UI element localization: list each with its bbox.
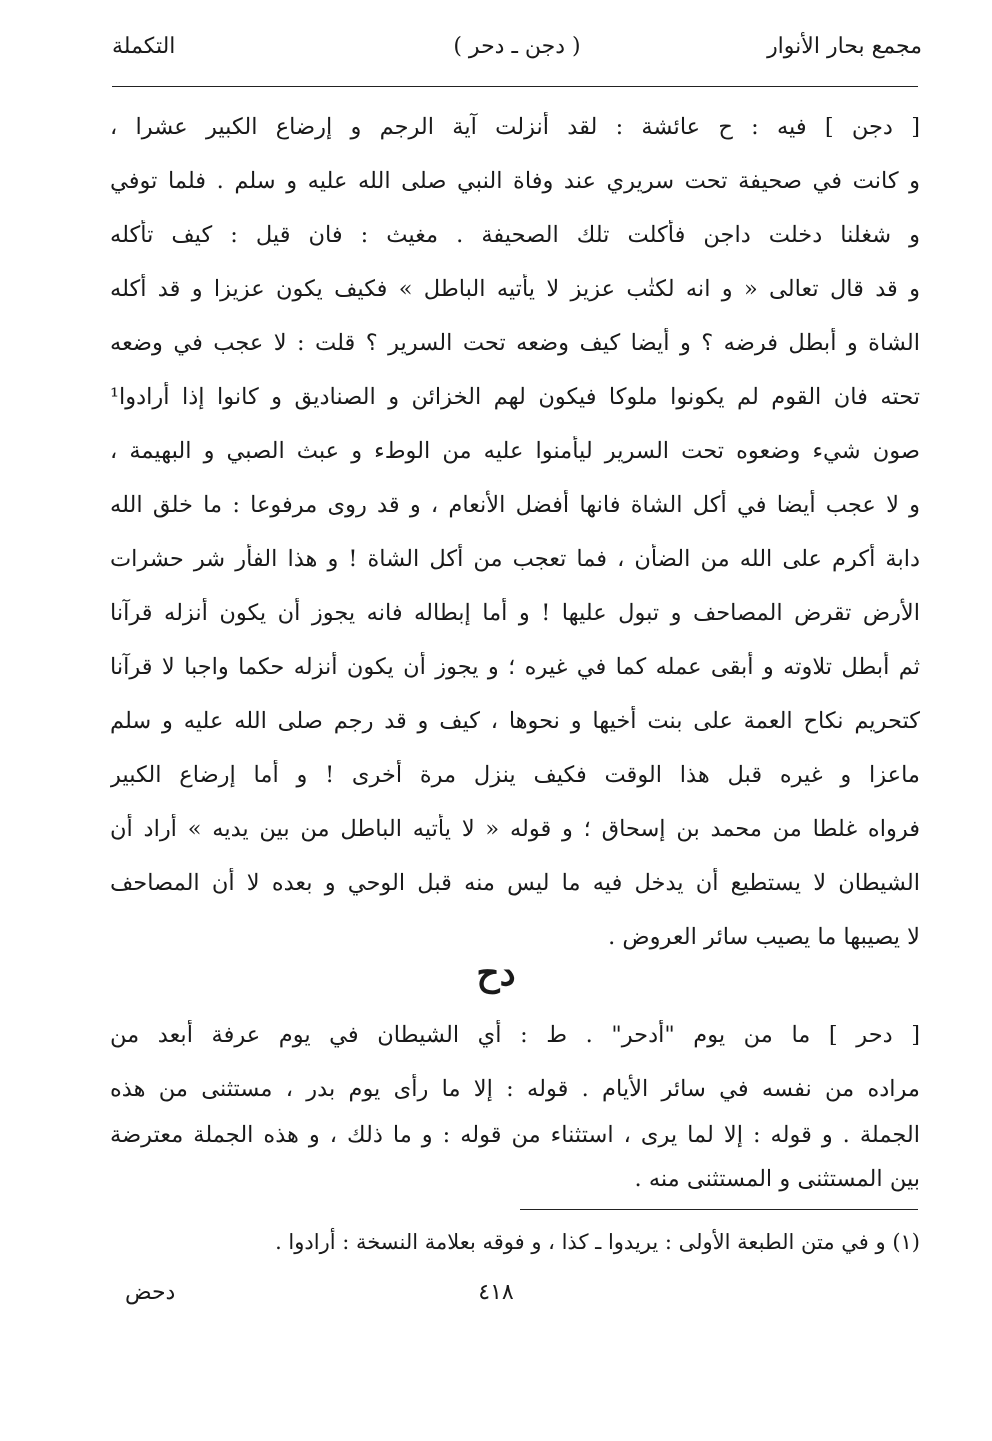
text-line: ماعزا و غيره قبل هذا الوقت فكيف ينزل مرة أخرى ! و أما إرضاع الكبير bbox=[110, 762, 920, 788]
catchword: دحض bbox=[125, 1280, 176, 1305]
running-header bbox=[112, 28, 922, 68]
text-line: [ دحر ] ما من يوم "أدحر" . ط : أي الشيطان في يوم عرفة أبعد من bbox=[110, 1022, 920, 1048]
entry-range: ( دجن ـ دحر ) bbox=[453, 34, 581, 59]
text-line: و شغلنا دخلت داجن فأكلت تلك الصحيفة . مغيث : فان قيل : كيف تأكله bbox=[110, 222, 920, 248]
text-line: بين المستثنى و المستثنى منه . bbox=[634, 1166, 920, 1192]
text-line: الشاة و أبطل فرضه ؟ و أيضا كيف وضعه تحت السرير ؟ قلت : لا عجب في وضعه bbox=[110, 330, 920, 356]
text-line: الأرض تقرض المصاحف و تبول عليها ! و أما إبطاله فانه يجوز أن يكون أنزله قرآنا bbox=[110, 600, 920, 626]
text-line: مراده من نفسه في سائر الأيام . قوله : إلا ما رأى يوم بدر ، مستثنى من هذه bbox=[110, 1076, 920, 1102]
text-line: ثم أبطل تلاوته و أبقى عمله كما في غيره ؛ و يجوز أن يكون أنزله حكما واجبا لا قرآنا bbox=[110, 654, 920, 680]
page-number: ٤١٨ bbox=[478, 1280, 514, 1305]
section-label: التكملة bbox=[112, 34, 176, 59]
text-line: كتحريم نكاح العمة على بنت أخيها و نحوها ، كيف و قد رجم صلى الله عليه و سلم bbox=[110, 708, 920, 734]
section-heading: دح bbox=[476, 952, 516, 994]
text-line: صون شيء وضعوه تحت السرير ليأمنوا عليه من الوطء و عبث الصبي و البهيمة ، bbox=[110, 438, 920, 464]
footnote: (١) و في متن الطبعة الأولى : يريدوا ـ كذا ، و فوقه بعلامة النسخة : أرادوا . bbox=[275, 1230, 920, 1254]
text-line: لا يصيبها ما يصيب سائر العروض . bbox=[608, 924, 920, 950]
text-line: الجملة . و قوله : إلا لما يرى ، استثناء من قوله : و ما ذلك ، و هذه الجملة معترضة bbox=[110, 1122, 920, 1148]
text-line: دابة أكرم على الله من الضأن ، فما تعجب من أكل الشاة ! و هذا الفأر شر حشرات bbox=[110, 546, 920, 572]
text-line: فرواه غلطا من محمد بن إسحاق ؛ و قوله « لا يأتيه الباطل من بين يديه » أراد أن bbox=[110, 816, 920, 842]
footnote-rule bbox=[520, 1209, 918, 1210]
text-line: الشيطان لا يستطيع أن يدخل فيه ما ليس منه قبل الوحي و بعده لا أن المصاحف bbox=[110, 870, 920, 896]
text-line: [ دجن ] فيه : ح عائشة : لقد أنزلت آية الرجم و إرضاع الكبير عشرا ، bbox=[110, 114, 920, 140]
text-line: و كانت في صحيفة تحت سريري عند وفاة النبي صلى الله عليه و سلم . فلما توفي bbox=[110, 168, 920, 194]
text-line: تحته فان القوم لم يكونوا ملوكا فيكون لهم الخزائن و الصناديق و كانوا إذا أرادوا¹ bbox=[110, 384, 920, 410]
text-line: و قد قال تعالى « و انه لكتٰب عزيز لا يأتيه الباطل » فكيف يكون عزيزا و قد أكله bbox=[110, 276, 920, 302]
header-rule bbox=[112, 86, 918, 87]
text-line: و لا عجب أيضا في أكل الشاة فانها أفضل الأنعام ، و قد روى مرفوعا : ما خلق الله bbox=[110, 492, 920, 518]
book-title: مجمع بحار الأنوار bbox=[767, 34, 922, 59]
